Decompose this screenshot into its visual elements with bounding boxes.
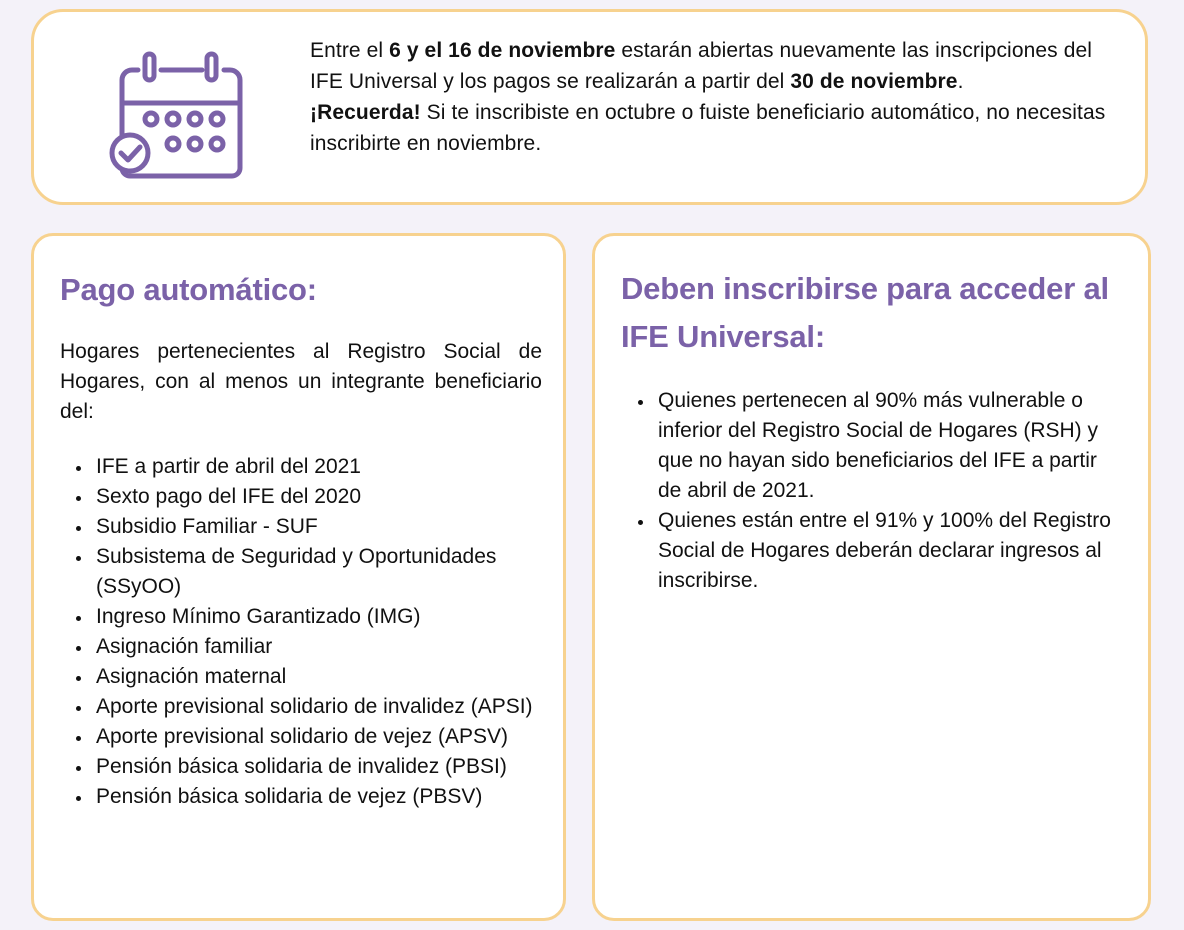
announcement-text: Entre el 6 y el 16 de noviembre estarán abiertas nuevamente las inscripciones del IFE Universal y los pagos se realizarán a partir del 30 de noviembre. ¡Recuerda! Si te inscribiste en octubre o fuiste beneficiario automático, no necesitas inscribirte en noviembre.: [310, 39, 1106, 155]
list-item: Pensión básica solidaria de vejez (PBSV): [60, 782, 540, 812]
list-item: Asignación familiar: [60, 632, 540, 662]
list-item: Quienes están entre el 91% y 100% del Registro Social de Hogares deberán declarar ingresos al inscribirse.: [622, 506, 1122, 596]
list-item: Ingreso Mínimo Garantizado (IMG): [60, 602, 540, 632]
list-item: Subsidio Familiar - SUF: [60, 512, 540, 542]
list-item: Aporte previsional solidario de vejez (APSV): [60, 722, 540, 752]
registration-requirements-list: [622, 386, 1122, 596]
list-item: Asignación maternal: [60, 662, 540, 692]
must-register-title: Deben inscribirse para acceder al IFE Universal:: [621, 271, 1109, 354]
list-item: Quienes pertenecen al 90% más vulnerable o inferior del Registro Social de Hogares (RSH) y que no hayan sido beneficiarios del IFE a partir de abril de 2021.: [622, 386, 1122, 506]
beneficiary-programs-list: [60, 452, 540, 812]
remember-label: ¡Recuerda!: [310, 101, 421, 124]
automatic-payment-intro: Hogares pertenecientes al Registro Social de Hogares, con al menos un integrante beneficiario del:: [60, 340, 542, 423]
list-item: IFE a partir de abril del 2021: [60, 452, 540, 482]
list-item: Sexto pago del IFE del 2020: [60, 482, 540, 512]
list-item: Pensión básica solidaria de invalidez (PBSI): [60, 752, 540, 782]
list-item: Subsistema de Seguridad y Oportunidades (SSyOO): [60, 542, 540, 602]
list-item: Aporte previsional solidario de invalidez (APSI): [60, 692, 540, 722]
announcement-banner: [31, 9, 1148, 205]
automatic-payment-card: [31, 233, 566, 921]
calendar-check-icon: [108, 48, 248, 188]
automatic-payment-title: Pago automático:: [60, 272, 317, 307]
must-register-card: [592, 233, 1151, 921]
